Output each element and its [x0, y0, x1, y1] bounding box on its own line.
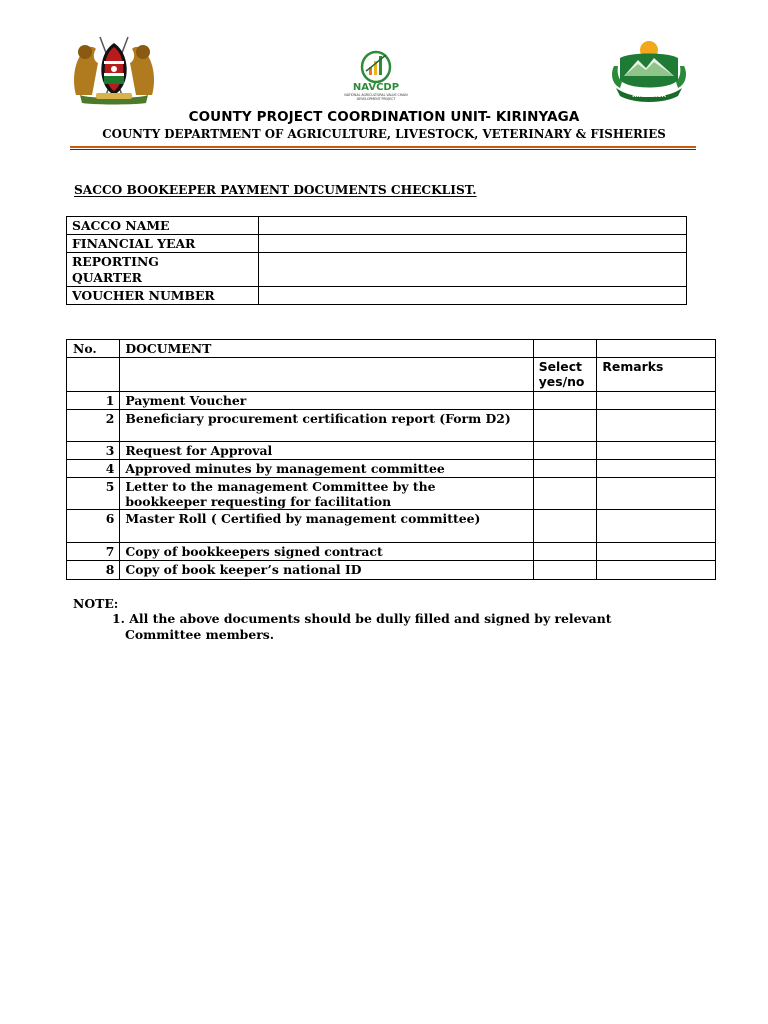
- document-name: Request for Approval: [120, 442, 533, 460]
- document-name: [120, 478, 533, 510]
- table-row: [67, 460, 716, 478]
- reporting-quarter-label-line2: QUARTER: [72, 270, 142, 285]
- kenya-coat-of-arms-icon: [70, 33, 158, 105]
- row-number: 4: [67, 460, 120, 478]
- reporting-quarter-label-line1: REPORTING: [72, 254, 159, 269]
- financial-year-field[interactable]: [259, 235, 687, 253]
- unit-title: COUNTY PROJECT COORDINATION UNIT- KIRINYAGA: [188, 109, 580, 125]
- table-row: [67, 235, 687, 253]
- remarks-cell[interactable]: [597, 410, 716, 442]
- row-number: 7: [67, 543, 120, 561]
- column-header-select-line1: Select: [538, 359, 582, 374]
- column-header-select-line2: yes/no: [538, 374, 585, 389]
- voucher-number-label: VOUCHER NUMBER: [67, 287, 259, 305]
- table-row: [67, 442, 716, 460]
- svg-text:NAVCDP: NAVCDP: [352, 82, 400, 93]
- table-row: [67, 287, 687, 305]
- sacco-info-table: [66, 216, 687, 305]
- table-row: [67, 392, 716, 410]
- table-row: [67, 478, 716, 510]
- table-row: [67, 253, 687, 287]
- svg-text:KIRINYAGA: KIRINYAGA: [632, 93, 666, 99]
- reporting-quarter-field[interactable]: [259, 253, 687, 287]
- column-header-select: [533, 358, 597, 392]
- row-number: 3: [67, 442, 120, 460]
- row-number: 1: [67, 392, 120, 410]
- document-name: Beneficiary procurement certification report (Form D2): [120, 410, 533, 442]
- remarks-cell[interactable]: [597, 478, 716, 510]
- select-yes-no-cell[interactable]: [533, 392, 597, 410]
- document-name-line2: bookkeeper requesting for facilitation: [125, 494, 392, 509]
- header-rule-accent: [70, 146, 696, 148]
- table-row: [67, 217, 687, 235]
- select-yes-no-cell[interactable]: [533, 543, 597, 561]
- document-name: Master Roll ( Certified by management committee): [120, 510, 533, 543]
- select-yes-no-cell[interactable]: [533, 460, 597, 478]
- sacco-name-label: SACCO NAME: [67, 217, 259, 235]
- select-yes-no-cell[interactable]: [533, 478, 597, 510]
- svg-text:NATIONAL AGRICULTURAL VALUE CH: NATIONAL AGRICULTURAL VALUE CHAIN: [344, 93, 408, 97]
- remarks-cell[interactable]: [597, 460, 716, 478]
- select-yes-no-cell[interactable]: [533, 510, 597, 543]
- table-row: [67, 561, 716, 580]
- header-cell-empty: [597, 340, 716, 358]
- table-row: [67, 410, 716, 442]
- note-item-1-line2: Committee members.: [125, 627, 275, 642]
- table-subheader-row: [67, 358, 716, 392]
- row-number: 6: [67, 510, 120, 543]
- header-rule: [70, 149, 696, 150]
- reporting-quarter-label: [67, 253, 259, 287]
- select-yes-no-cell[interactable]: [533, 410, 597, 442]
- column-header-no: No.: [67, 340, 120, 358]
- column-header-document: DOCUMENT: [120, 340, 533, 358]
- row-number: 2: [67, 410, 120, 442]
- remarks-cell[interactable]: [597, 442, 716, 460]
- select-yes-no-cell[interactable]: [533, 442, 597, 460]
- remarks-cell[interactable]: [597, 543, 716, 561]
- sacco-name-field[interactable]: [259, 217, 687, 235]
- remarks-cell[interactable]: [597, 392, 716, 410]
- remarks-cell[interactable]: [597, 561, 716, 580]
- subheader-cell-empty: [67, 358, 120, 392]
- remarks-cell[interactable]: [597, 510, 716, 543]
- document-name: Approved minutes by management committee: [120, 460, 533, 478]
- navcdp-logo-icon: [338, 47, 414, 103]
- note-item-1-line1: 1. All the above documents should be dully filled and signed by relevant: [112, 611, 612, 626]
- table-row: [67, 543, 716, 561]
- document-name: Copy of bookkeepers signed contract: [120, 543, 533, 561]
- subheader-cell-empty: [120, 358, 533, 392]
- financial-year-label: FINANCIAL YEAR: [67, 235, 259, 253]
- department-title: COUNTY DEPARTMENT OF AGRICULTURE, LIVESTOCK, VETERINARY & FISHERIES: [102, 127, 666, 141]
- column-header-remarks: Remarks: [597, 358, 716, 392]
- svg-text:DEVELOPMENT PROJECT: DEVELOPMENT PROJECT: [356, 97, 396, 101]
- document-name: Copy of book keeper’s national ID: [120, 561, 533, 580]
- table-header-row: [67, 340, 716, 358]
- voucher-number-field[interactable]: [259, 287, 687, 305]
- document-name-line1: Letter to the management Committee by the: [125, 479, 436, 494]
- kirinyaga-county-seal-icon: [606, 40, 692, 104]
- table-row: [67, 510, 716, 543]
- select-yes-no-cell[interactable]: [533, 561, 597, 580]
- document-name: Payment Voucher: [120, 392, 533, 410]
- header-cell-empty: [533, 340, 597, 358]
- checklist-title: SACCO BOOKEEPER PAYMENT DOCUMENTS CHECKLIST.: [74, 183, 477, 197]
- row-number: 8: [67, 561, 120, 580]
- note-heading: NOTE:: [73, 596, 119, 611]
- documents-checklist-table: [66, 339, 716, 580]
- row-number: 5: [67, 478, 120, 510]
